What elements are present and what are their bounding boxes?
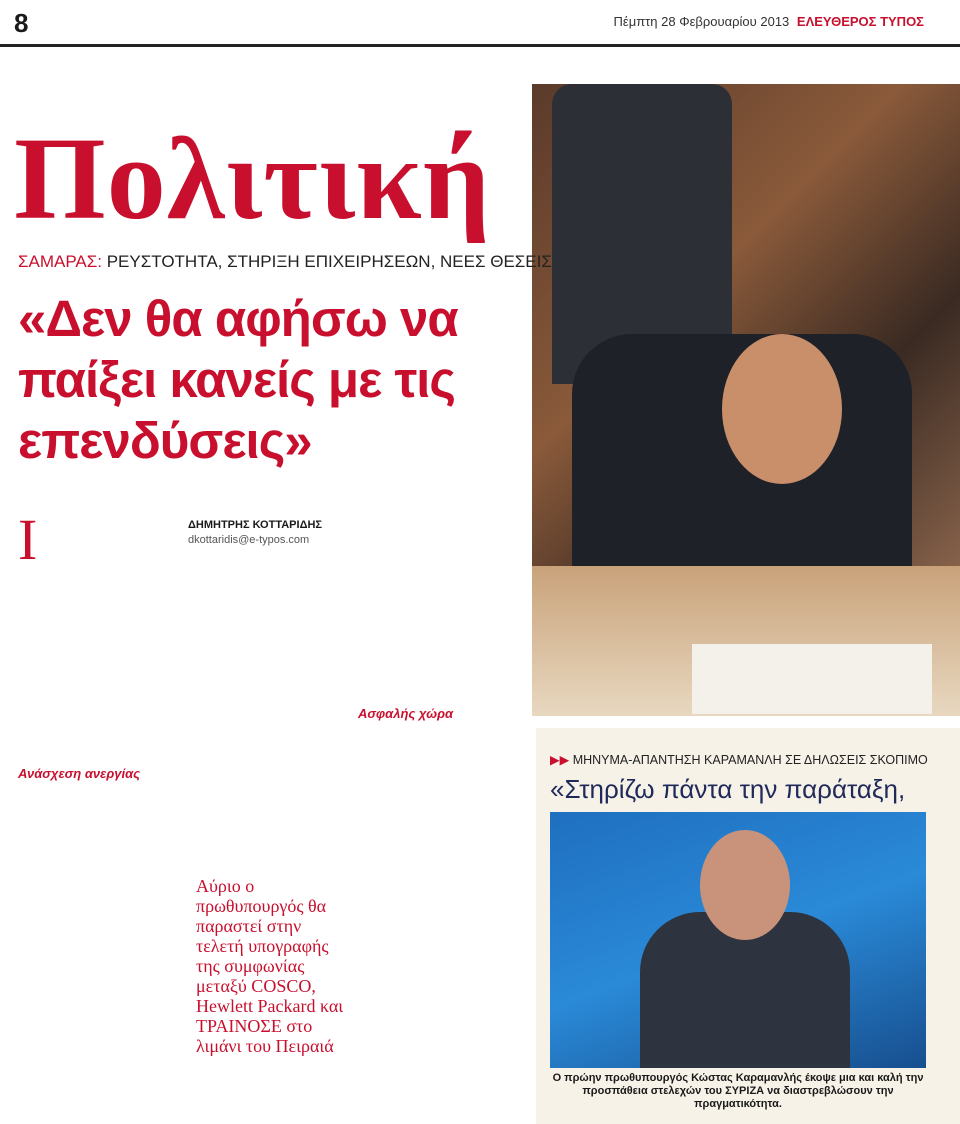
page-number: 8 bbox=[14, 8, 29, 38]
paper-name: ΕΛΕΥΘΕΡΟΣ ΤΥΠΟΣ bbox=[796, 14, 924, 29]
arrow-icon: ▶▶ bbox=[550, 753, 573, 767]
sidebar-title: «Στηρίζω πάντα την παράταξη, bbox=[550, 774, 906, 804]
issue-date: Πέμπτη 28 Φεβρουαρίου 2013 bbox=[613, 14, 790, 29]
byline-name: ΔΗΜΗΤΡΗΣ ΚΟΤΤΑΡΙΔΗΣ bbox=[188, 519, 323, 531]
sidebar-kicker-text: ΜΗΝΥΜΑ-ΑΠΑΝΤΗΣΗ ΚΑΡΑΜΑΝΛΗ ΣΕ ΔΗΛΩΣΕΙΣ ΣΚΟΠΙΜΟ bbox=[572, 753, 928, 767]
article-column-2 bbox=[188, 516, 348, 554]
subhead-1: Ανάσχεση ανεργίας bbox=[18, 766, 141, 781]
pull-quote: Αύριο ο πρωθυπουργός θα παραστεί στην τελετή υπογραφής της συμφωνίας μεταξύ COSCO, Hewlett Packard και ΤΡΑΙΝΟΣΕ στο λιμάνι του Πειραιά bbox=[196, 876, 344, 1056]
article-column-3 bbox=[358, 516, 520, 721]
byline-email: dkottaridis@e-typos.com bbox=[188, 534, 310, 547]
drop-cap: Ι bbox=[18, 507, 38, 572]
kicker bbox=[18, 252, 552, 272]
page-header bbox=[0, 0, 960, 47]
section-title: Πολιτική bbox=[14, 113, 491, 244]
sidebar-photo bbox=[550, 812, 926, 1068]
kicker-lead: ΣΑΜΑΡΑΣ: bbox=[18, 252, 102, 271]
article-column-1 bbox=[18, 507, 180, 781]
subhead-2: Ασφαλής χώρα bbox=[358, 706, 454, 721]
sidebar-kicker bbox=[550, 752, 928, 767]
headline: «Δεν θα αφήσω να παίξει κανείς με τις επενδύσεις» bbox=[18, 290, 458, 470]
dateline bbox=[614, 14, 924, 29]
kicker-rest: ΡΕΥΣΤΟΤΗΤΑ, ΣΤΗΡΙΞΗ ΕΠΙΧΕΙΡΗΣΕΩΝ, ΝΕΕΣ ΘΕΣΕΙΣ bbox=[102, 252, 552, 271]
main-photo bbox=[532, 84, 960, 716]
photo-caption: Ο πρώην πρωθυπουργός Κώστας Καραμανλής έκοψε μια και καλή την προσπάθεια στελεχών του ΣΥΡΙΖΑ να διαστρεβλώσουν την πραγματικότητα. bbox=[552, 1072, 924, 1110]
